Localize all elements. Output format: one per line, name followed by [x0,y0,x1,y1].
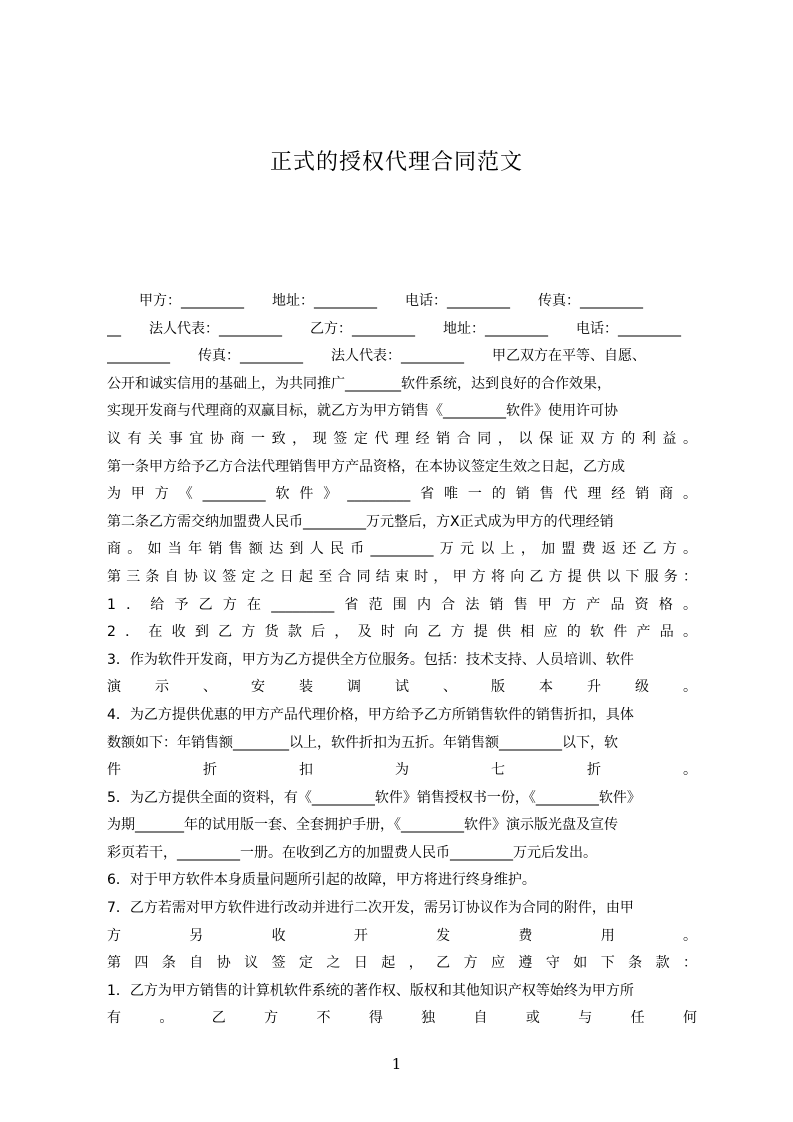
text-line: 第二条乙方需交纳加盟费人民币_________万元整后，方X正式成为甲方的代理经销 [107,513,614,530]
text-line: 为期_______年的试用版一套、全套拥护手册，《_________软件》演示版光盘及宣传 [107,817,618,834]
page-number: 1 [391,1055,402,1073]
text-line: 3．作为软件开发商，甲方为乙方提供全方位服务。包括：技术支持、人员培训、软件 [107,651,634,668]
text-line: 方另收开发费用。 [107,927,697,944]
text-line: 为甲方《_________软件》_________省唯一的销售代理经销商。 [107,486,697,503]
text-line: 甲方：_________ 地址：_________ 电话：_________ 传真：_________ [139,293,643,309]
text-line: 有。乙方不得独自或与任何 [107,1010,697,1027]
text-line: 1．乙方为甲方销售的计算机软件系统的著作权、版权和其他知识产权等始终为甲方所 [107,982,634,999]
text-line: 6．对于甲方软件本身质量问题所引起的故障，甲方将进行终身维护。 [107,872,536,889]
contract-body [107,288,697,1033]
text-line: __ 法人代表：_________ 乙方：_________ 地址：_________ 电话：_________ [107,320,681,337]
text-line: 数额如下：年销售额________以上，软件折扣为五折。年销售额_________以下，软 [107,734,618,751]
text-line: 件折扣为七折。 [107,762,697,779]
text-line: 议有关事宜协商一致，现签定代理经销合同，以保证双方的利益。 [107,430,697,447]
text-line: 2．在收到乙方货款后，及时向乙方提供相应的软件产品。 [107,624,697,641]
text-line: 公开和诚实信用的基础上，为共同推广________软件系统，达到良好的合作效果， [107,375,611,392]
text-line: 商。如当年销售额达到人民币_________万元以上，加盟费返还乙方。 [107,541,697,558]
text-line: 实现开发商与代理商的双赢目标，就乙方为甲方销售《_________软件》使用许可协 [107,403,618,420]
text-line: 第四条自协议签定之日起，乙方应遵守如下条款： [107,955,697,972]
text-line: 1．给予乙方在_________省范围内合法销售甲方产品资格。 [107,596,697,613]
text-line: 第一条甲方给予乙方合法代理销售甲方产品资格，在本协议签定生效之日起，乙方成 [107,458,625,475]
text-line: 4．为乙方提供优惠的甲方产品代理价格，甲方给予乙方所销售软件的销售折扣，具体 [107,706,634,723]
text-line: 第三条自协议签定之日起至合同结束时，甲方将向乙方提供以下服务： [107,568,697,585]
text-line: 演示、安装调试、版本升级。 [107,679,697,696]
page-title: 正式的授权代理合同范文 [269,150,523,175]
text-line: 彩页若干，_________一册。在收到乙方的加盟费人民币_________万元后发出。 [107,844,597,861]
text-line: 5．为乙方提供全面的资料，有《_________软件》销售授权书一份，《_________软件》 [107,789,641,806]
text-line: 7．乙方若需对甲方软件进行改动并进行二次开发，需另订协议作为合同的附件，由甲 [107,900,634,917]
text-line: _________ 传真：_________ 法人代表：_________ 甲乙双方在平等、自愿、 [107,348,646,365]
